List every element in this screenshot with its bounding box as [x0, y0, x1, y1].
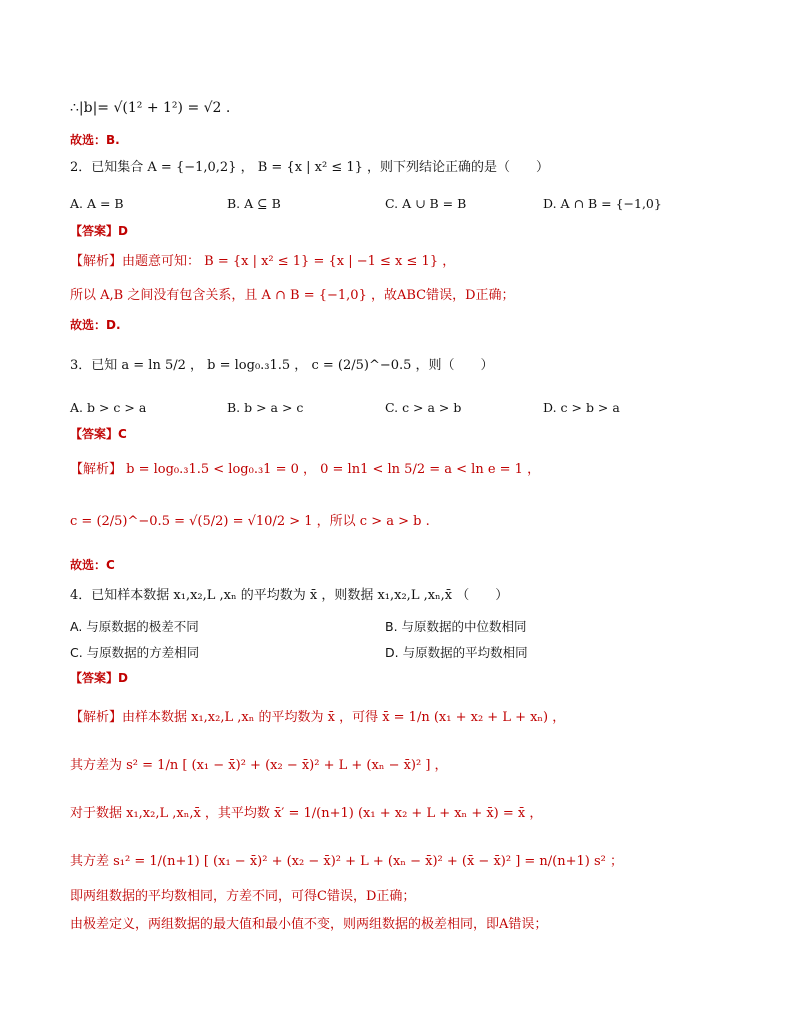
q3-select: 故选：C — [70, 558, 115, 572]
q4-explanation-5: 即两组数据的平均数相同，方差不同，可得C错误，D正确； — [70, 889, 416, 904]
line-b-magnitude: ∴|b|= √(1² + 1²) = √2 . — [70, 100, 231, 116]
q4-explanation-2: 其方差为 s² = 1/n [ (x₁ − x̄)² + (x₂ − x̄)² + L + (xₙ − x̄)² ] ， — [70, 758, 448, 773]
q4-explanation-6: 由极差定义，两组数据的最大值和最小值不变，则两组数据的极差相同，即A错误； — [70, 917, 548, 932]
q2-explanation-2: 所以 A,B 之间没有包含关系，且 A ∩ B = {−1,0} ，故ABC错误，D正确； — [70, 288, 515, 303]
q3-option-d: D. c > b > a — [543, 400, 620, 415]
q2-option-b: B. A ⊆ B — [227, 196, 281, 211]
q4-explanation-1: 【解析】由样本数据 x₁,x₂,L ,xₙ 的平均数为 x̄ ，可得 x̄ = 1/n (x₁ + x₂ + L + xₙ) ， — [70, 710, 566, 725]
q4-option-c: C. 与原数据的方差相同 — [70, 645, 200, 660]
q3-option-c: C. c > a > b — [385, 400, 462, 415]
q4-option-a: A. 与原数据的极差不同 — [70, 619, 199, 634]
q3-option-a: A. b > c > a — [70, 400, 147, 415]
q2-answer: 【答案】D — [70, 224, 128, 238]
q2-select: 故选：D. — [70, 318, 121, 332]
q3-explanation-2: c = (2/5)^−0.5 = √(5/2) = √10/2 > 1 ，所以 c > a > b . — [70, 514, 430, 529]
q4-explanation-3: 对于数据 x₁,x₂,L ,xₙ,x̄ ，其平均数 x̄′ = 1/(n+1) (x₁ + x₂ + L + xₙ + x̄) = x̄ ， — [70, 806, 543, 821]
q3-explanation-1: 【解析】 b = log₀.₃1.5 < log₀.₃1 = 0 ， 0 = ln1 < ln 5/2 = a < ln e = 1 ， — [70, 462, 541, 477]
q3-option-b: B. b > a > c — [227, 400, 304, 415]
q2-option-c: C. A ∪ B = B — [385, 196, 467, 211]
q2-option-d: D. A ∩ B = {−1,0} — [543, 196, 662, 211]
q4-explanation-4: 其方差 s₁² = 1/(n+1) [ (x₁ − x̄)² + (x₂ − x̄)² + L + (xₙ − x̄)² + (x̄ − x̄)² ] = n/(n+1) s² ； — [70, 854, 624, 869]
q4-option-b: B. 与原数据的中位数相同 — [385, 619, 527, 634]
q3-answer: 【答案】C — [70, 427, 127, 441]
q4-answer: 【答案】D — [70, 671, 128, 685]
question-4-stem: 4．已知样本数据 x₁,x₂,L ,xₙ 的平均数为 x̄ ，则数据 x₁,x₂,L ,xₙ,x̄ （ ） — [70, 588, 509, 603]
select-b: 故选：B. — [70, 133, 120, 147]
question-2-stem: 2．已知集合 A = {−1,0,2} ， B = {x | x² ≤ 1} ，则下列结论正确的是（ ） — [70, 160, 550, 175]
q2-explanation-1: 【解析】由题意可知： B = {x | x² ≤ 1} = {x | −1 ≤ x ≤ 1} ， — [70, 254, 456, 269]
q4-option-d: D. 与原数据的平均数相同 — [385, 645, 528, 660]
question-3-stem: 3．已知 a = ln 5/2 ， b = log₀.₃1.5 ， c = (2/5)^−0.5 ，则（ ） — [70, 358, 494, 373]
q2-option-a: A. A = B — [70, 196, 124, 211]
